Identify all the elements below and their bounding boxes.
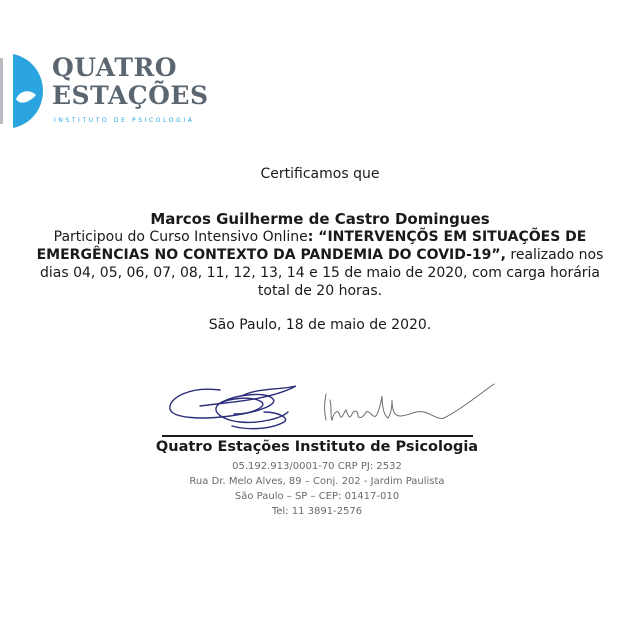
logo-d-leaf-icon [12, 54, 44, 128]
signatures [160, 376, 510, 436]
course-title: : “INTERVENÇÕS EM SITUAÇÕES DE EMERGÊNCIAS NO CONTEXTO DA PANDEMIA DO COVID-19”, [36, 229, 587, 263]
signature-1-icon [170, 386, 296, 429]
place-date: São Paulo, 18 de maio de 2020. [208, 317, 432, 333]
certificate-body [28, 210, 612, 300]
participation-text: Participou do Curso Intensivo Online [53, 229, 308, 245]
organization-name: Quatro Estações Instituto de Psicologia [155, 439, 479, 455]
city-cep: São Paulo – SP – CEP: 01417-010 [234, 491, 400, 502]
logo-bar [0, 58, 3, 124]
signature-line [162, 435, 473, 437]
signature-2-icon [325, 384, 495, 420]
address: Rua Dr. Melo Alves, 89 – Conj. 202 - Jardim Paulista [189, 476, 445, 487]
organization-info [0, 459, 634, 519]
cnpj-crp: 05.192.913/0001-70 CRP PJ: 2532 [232, 461, 402, 472]
course-details: realizado nos dias 04, 05, 06, 07, 08, 11, 12, 13, 14 e 15 de maio de 2020, com carga horária total de 20 horas. [39, 247, 604, 299]
logo-title [52, 54, 209, 110]
institute-logo [0, 52, 220, 132]
logo-line-1: QUATRO [52, 53, 177, 82]
recipient-name: Marcos Guilherme de Castro Domingues [150, 210, 490, 228]
logo-subtitle: INSTITUTO DE PSICOLOGIA [54, 117, 195, 124]
certificate-intro: Certificamos que [260, 166, 380, 182]
phone: Tel: 11 3891-2576 [271, 506, 363, 517]
logo-line-2: ESTAÇÕES [52, 81, 209, 110]
